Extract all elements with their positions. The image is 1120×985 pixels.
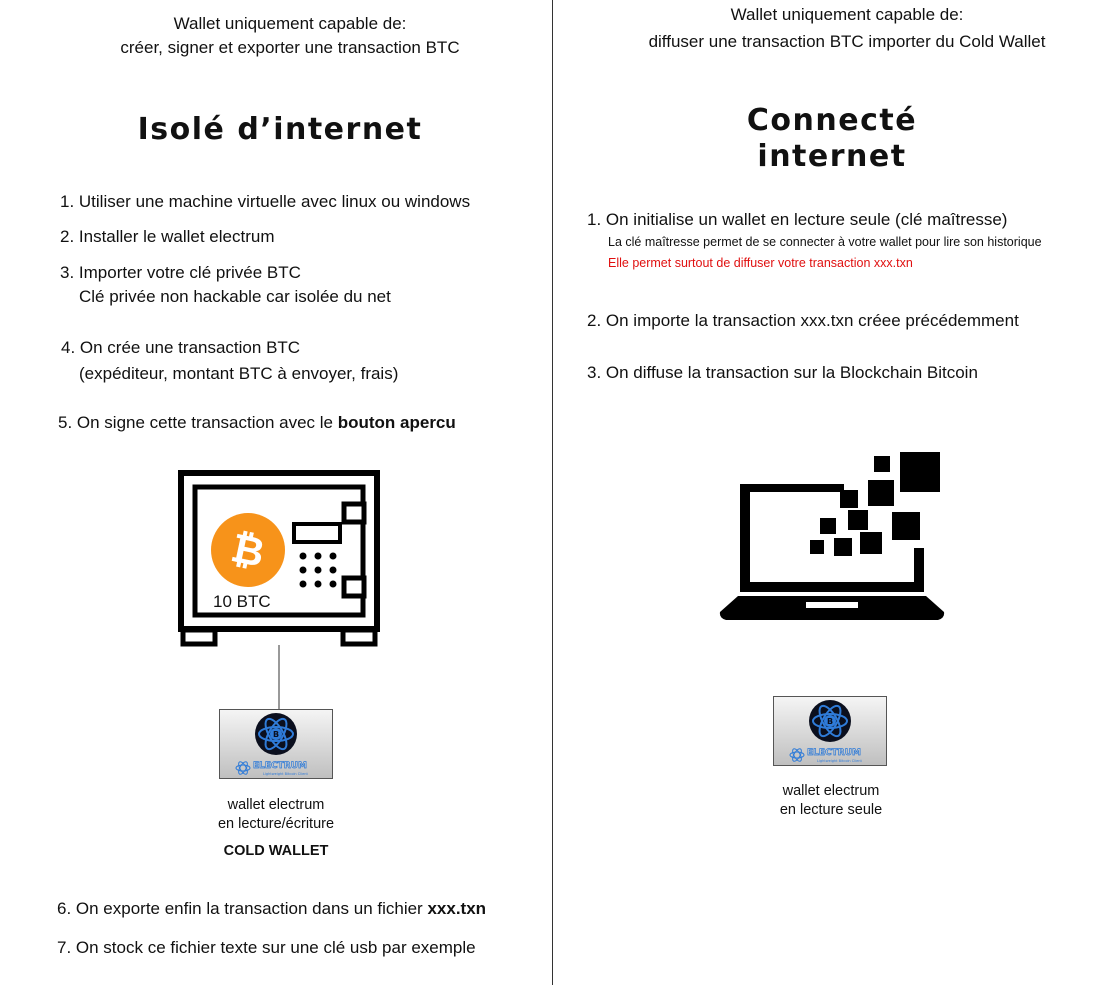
left-step-7: 7. On stock ce fichier texte sur une clé usb par exemple [57,938,476,957]
electrum-tagline: Lightweight Bitcoin Client [263,772,308,776]
bitcoin-symbol: ₿ [227,525,269,577]
left-step-3: 3. Importer votre clé privée BTC [60,263,301,282]
left-caption-line2: en lecture/écriture [217,816,335,832]
connector-line [278,645,280,709]
right-step-1: 1. On initialise un wallet en lecture seule (clé maîtresse) [587,210,1008,229]
left-step-1: 1. Utiliser une machine virtuelle avec linux ou windows [60,192,471,211]
left-step-5 [58,411,456,435]
right-subtitle-line2: diffuser une transaction BTC importer du Cold Wallet [648,32,1046,51]
left-subtitle-line2: créer, signer et exporter une transaction BTC [120,38,460,57]
right-caption-line1: wallet electrum [782,783,880,799]
left-title: Isolé d’internet [137,112,423,147]
left-step-4-detail: (expéditeur, montant BTC à envoyer, frais) [79,364,399,383]
safe-amount-label: 10 BTC [213,592,271,611]
right-title-line2: internet [757,139,907,174]
cold-wallet-label: COLD WALLET [223,843,329,859]
right-step-2: 2. On importe la transaction xxx.txn créee précédemment [587,311,1019,330]
right-note-2: Elle permet surtout de diffuser votre transaction xxx.txn [608,256,913,270]
left-subtitle [70,12,510,60]
right-title-line1: Connecté [746,103,918,138]
left-step-5-bold: bouton apercu [337,413,456,432]
left-caption [176,796,376,834]
left-step-6-bold: xxx.txn [427,899,487,918]
column-divider [552,0,553,985]
right-subtitle [622,3,1072,54]
pixel-squares [810,452,940,556]
electrum-logo-left [219,709,333,779]
left-subtitle-line1: Wallet uniquement capable de: [173,14,407,33]
left-caption-line1: wallet electrum [227,797,325,813]
safe-keypad [300,553,337,588]
right-title [682,103,982,175]
right-step-3: 3. On diffuse la transaction sur la Blockchain Bitcoin [587,363,978,382]
left-step-2: 2. Installer le wallet electrum [60,227,275,246]
right-caption-line2: en lecture seule [779,802,883,818]
electrum-coin-letter: B [826,717,834,726]
left-step-5-text: 5. On signe cette transaction avec le [58,413,338,432]
left-step-3-detail: Clé privée non hackable car isolée du net [79,287,391,306]
right-subtitle-line1: Wallet uniquement capable de: [730,5,964,24]
electrum-coin-letter: B [272,730,280,739]
laptop-icon [720,452,945,624]
electrum-tagline: Lightweight Bitcoin Client [817,759,862,763]
right-caption [731,782,931,820]
right-note-1: La clé maîtresse permet de se connecter à votre wallet pour lire son historique [608,235,1042,249]
electrum-logo-right [773,696,887,766]
left-step-4: 4. On crée une transaction BTC [61,338,301,357]
left-step-6 [57,897,486,921]
safe-icon [178,470,380,650]
electrum-brand-text: ELECTRUM [253,761,307,771]
left-step-6-text: 6. On exporte enfin la transaction dans un fichier [57,899,428,918]
electrum-brand-text: ELECTRUM [807,748,861,758]
